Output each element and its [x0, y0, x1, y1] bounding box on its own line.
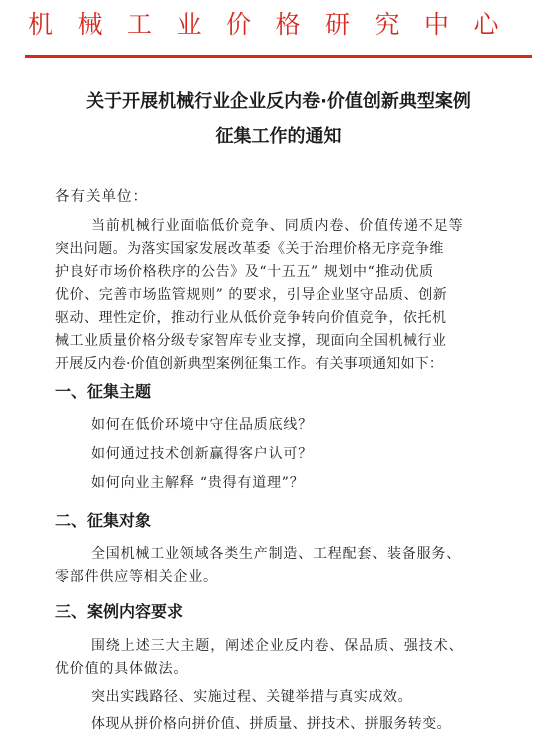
section-heading-themes: 一、征集主题 — [55, 382, 152, 401]
theme-item: 如何向业主解释 “贵得有道理”？ — [91, 475, 305, 491]
requirement-line: 突出实践路径、实施过程、关键举措与真实成效。 — [91, 689, 413, 705]
intro-line: 驱动、理性定价，推动行业从低价竞争转向价值竞争，依托机 — [55, 310, 447, 326]
intro-line: 当前机械行业面临低价竞争、同质内卷、价值传递不足等 — [91, 218, 464, 234]
letterhead-rule — [25, 55, 532, 58]
requirement-line: 体现从拼价格向拼价值、拼质量、拼技术、拼服务转变。 — [91, 716, 451, 732]
theme-item: 如何通过技术创新赢得客户认可？ — [91, 446, 313, 462]
org-name: 机械工业价格研究中心 — [28, 10, 524, 39]
intro-line: 优价、完善市场监管规则” 的要求，引导企业坚守品质、创新 — [55, 287, 448, 303]
section-heading-requirements: 三、案例内容要求 — [55, 602, 184, 621]
section-heading-targets: 二、征集对象 — [55, 511, 152, 530]
requirement-line: 优价值的具体做法。 — [55, 661, 189, 677]
salutation: 各有关单位： — [55, 189, 148, 205]
intro-line: 突出问题。为落实国家发展改革委《关于治理价格无序竞争维 — [55, 241, 444, 257]
theme-item: 如何在低价环境中守住品质底线？ — [91, 417, 313, 433]
target-line: 全国机械工业领域各类生产制造、工程配套、装备服务、 — [91, 546, 461, 562]
notice-title-line-1: 关于开展机械行业企业反内卷·价值创新典型案例 — [86, 91, 471, 112]
intro-line: 护良好市场价格秩序的公告》及“十五五” 规划中“推动优质 — [55, 264, 434, 280]
letterhead — [0, 0, 557, 58]
notice-title-line-2: 征集工作的通知 — [215, 126, 342, 147]
target-line: 零部件供应等相关企业。 — [55, 569, 218, 585]
intro-line: 开展反内卷·价值创新典型案例征集工作。有关事项通知如下： — [55, 356, 444, 372]
intro-line: 械工业质量价格分级专家智库专业支撑，现面向全国机械行业 — [55, 333, 447, 349]
requirement-line: 围绕上述三大主题，阐述企业反内卷、保品质、强技术、 — [91, 638, 464, 654]
